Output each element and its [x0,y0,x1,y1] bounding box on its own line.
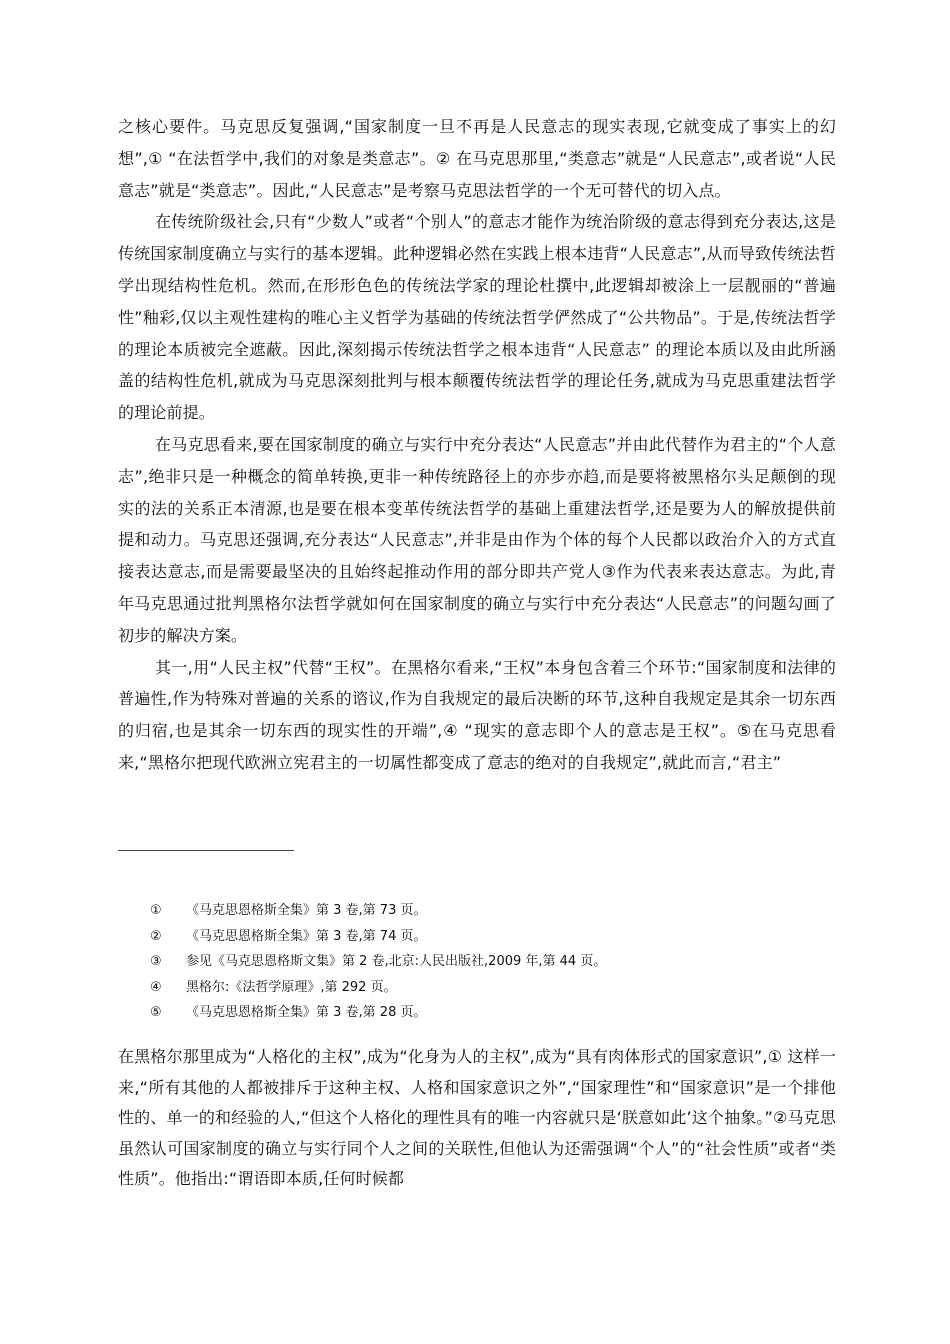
continuation-text [118,1042,836,1195]
footnote-mark: ① [150,903,162,918]
footnote-mark: ④ [150,979,162,995]
paragraph-3: 在马克思看来,要在国家制度的确立与实行中充分表达“人民意志”并由此代替作为君主的“个人意志”,绝非只是一种概念的简单转换,更非一种传统路径上的亦步亦趋,而是要将被黑格尔头足颠倒的现实的法的关系正本清源,也是要在根本变革传统法哲学的基础上重建法哲学,还是要为人的解放提供前提和动力。马克思还强调,充分表达“人民意志”,并非是由作为个体的每个人民都以政治介入的方式直接表达意志,而是需要最坚决的且始终起推动作用的部分即共产党人③作为代表来表达意志。为此,青年马克思通过批判黑格尔法哲学就如何在国家制度的确立与实行中充分表达“人民意志”的问题勾画了初步的解决方案。 [118,434,836,645]
footnote-text: 《马克思恩格斯全集》第 3 卷,第 74 页。 [186,928,427,944]
footnote-mark: ⑤ [150,1005,162,1020]
paragraph-4: 其一,用“人民主权”代替“王权”。在黑格尔看来,“王权”本身包含着三个环节:“国家制度和法律的普遍性,作为特殊对普遍的关系的谘议,作为自我规定的最后决断的环节,这种自我规定是其余一切东西的归宿,也是其余一切东西的现实性的开端”,④ “现实的意志即个人的意志是王权”。⑤在马克思看来,“黑格尔把现代欧洲立宪君主的一切属性都变成了意志的绝对的自我规定”,就此而言,“君主” [118,657,836,772]
footnote-2 [150,924,850,950]
footnote-5 [150,1000,850,1026]
footnote-3 [150,949,850,975]
main-text [118,111,836,779]
footnote-1 [150,898,850,924]
footnote-4 [150,975,850,1001]
footnotes [150,898,850,1026]
footnote-mark: ③ [150,954,162,969]
footnote-text: 《马克思恩格斯全集》第 3 卷,第 28 页。 [186,1005,427,1020]
footnote-text: 《马克思恩格斯全集》第 3 卷,第 73 页。 [186,903,427,918]
footnote-text: 参见《马克思恩格斯文集》第 2 卷,北京:人民出版社,2009 年,第 44 页。 [186,954,607,969]
paragraph-1: 之核心要件。马克思反复强调,“国家制度一旦不再是人民意志的现实表现,它就变成了事实上的幻想”,① “在法哲学中,我们的对象是类意志”。② 在马克思那里,“类意志”就是“人民意志”,或者说“人民意志”就是“类意志”。因此,“人民意志”是考察马克思法哲学的一个无可替代的切入点。 [118,117,836,200]
footnote-separator [118,850,294,851]
footnote-mark: ② [150,928,162,944]
paragraph-continuation: 在黑格尔那里成为“人格化的主权”,成为“化身为人的主权”,成为“具有肉体形式的国家意识”,① 这样一来,“所有其他的人都被排斥于这种主权、人格和国家意识之外”,“国家理性”和“国家意识”是一个排他性的、单一的和经验的人,“但这个人格化的理性具有的唯一内容就只是‘朕意如此’这个抽象。”②马克思虽然认可国家制度的确立与实行同个人之间的关联性,但他认为还需强调“个人”的“社会性质”或者“类性质”。他指出:“谓语即本质,任何时候都 [118,1047,836,1189]
paragraph-2: 在传统阶级社会,只有“少数人”或者“个别人”的意志才能作为统治阶级的意志得到充分表达,这是传统国家制度确立与实行的基本逻辑。此种逻辑必然在实践上根本违背“人民意志”,从而导致传统法哲学出现结构性危机。然而,在形形色色的传统法学家的理论杜撰中,此逻辑却被涂上一层靓丽的“普遍性”釉彩,仅以主观性建构的唯心主义哲学为基础的传统法哲学俨然成了“公共物品”。于是,传统法哲学的理论本质被完全遮蔽。因此,深刻揭示传统法哲学之根本违背“人民意志” 的理论本质以及由此所涵盖的结构性危机,就成为马克思深刻批判与根本颠覆传统法哲学的理论任务,就成为马克思重建法哲学的理论前提。 [118,212,836,423]
footnote-text: 黑格尔:《法哲学原理》,第 292 页。 [186,979,397,995]
